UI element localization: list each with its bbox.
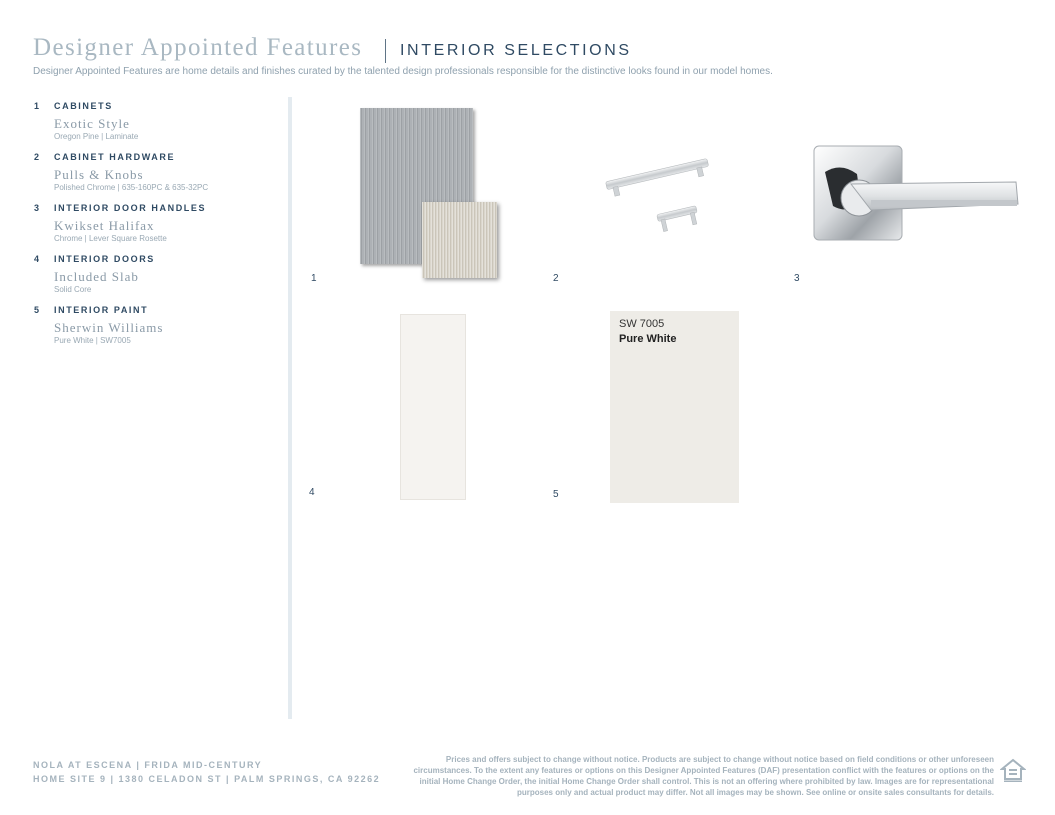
cabinet-pull	[606, 159, 711, 198]
community-name: NOLA AT ESCENA | FRIDA MID-CENTURY	[33, 760, 263, 770]
legal-disclaimer: Prices and offers subject to change without notice. Products are subject to change without notice based on field conditions or other unforeseen circumstances. To the extent any features or options on this Designer Appointed Features (DAF) presentation conflict with the features or options on the initial Home Change Order, the initial Home Change Order shall control. This is not an offering where prohibited by law. Images are for representational purposes only and actual product may differ. Not all images may be shown. See online or onsite sales consultants for details.	[413, 755, 994, 797]
title-divider	[385, 39, 386, 63]
page-subtitle: INTERIOR SELECTIONS	[400, 42, 632, 59]
selection-category: INTERIOR DOORS	[54, 254, 155, 264]
door-handle-image	[811, 142, 1023, 244]
selection-number: 2	[34, 152, 40, 162]
vertical-divider	[288, 97, 292, 719]
home-site-address: HOME SITE 9 | 1380 CELADON ST | PALM SPRINGS, CA 92262	[33, 774, 381, 784]
selection-number: 4	[34, 254, 40, 264]
paint-code: SW 7005	[619, 318, 665, 330]
image-label: 4	[309, 487, 315, 498]
selection-category: INTERIOR DOOR HANDLES	[54, 203, 207, 213]
page-title: Designer Appointed Features	[33, 34, 363, 61]
selection-category: INTERIOR PAINT	[54, 305, 149, 315]
equal-housing-opportunity-icon	[1000, 757, 1026, 783]
selection-detail: Solid Core	[54, 285, 92, 294]
selection-name: Included Slab	[54, 269, 139, 284]
selection-category: CABINET HARDWARE	[54, 152, 176, 162]
selection-detail: Pure White | SW7005	[54, 336, 131, 345]
selection-name: Kwikset Halifax	[54, 218, 155, 233]
selection-name: Pulls & Knobs	[54, 167, 144, 182]
selection-detail: Polished Chrome | 635-160PC & 635-32PC	[54, 183, 209, 192]
selection-list	[34, 101, 274, 356]
selection-item	[34, 152, 274, 203]
cabinet-knob	[657, 206, 700, 233]
image-label: 1	[311, 273, 317, 284]
pulls-knobs-image	[598, 148, 720, 240]
selection-detail: Chrome | Lever Square Rosette	[54, 234, 167, 243]
image-label: 5	[553, 489, 559, 500]
selection-name: Exotic Style	[54, 116, 130, 131]
cabinet-swatch-oregon-pine	[422, 202, 497, 278]
image-label: 3	[794, 273, 800, 284]
page-description: Designer Appointed Features are home details and finishes curated by the talented design professionals responsible for the distinctive looks found in our model homes.	[33, 66, 773, 77]
selection-detail: Oregon Pine | Laminate	[54, 132, 139, 141]
selection-name: Sherwin Williams	[54, 320, 164, 335]
selection-number: 3	[34, 203, 40, 213]
door-slab-image	[400, 314, 466, 500]
selection-item	[34, 254, 274, 305]
selection-item	[34, 203, 274, 254]
selection-item	[34, 101, 274, 152]
paint-swatch	[610, 311, 739, 503]
paint-name: Pure White	[619, 333, 677, 345]
selection-number: 1	[34, 101, 40, 111]
selection-item	[34, 305, 274, 356]
selection-number: 5	[34, 305, 40, 315]
selection-category: CABINETS	[54, 101, 113, 111]
image-label: 2	[553, 273, 559, 284]
